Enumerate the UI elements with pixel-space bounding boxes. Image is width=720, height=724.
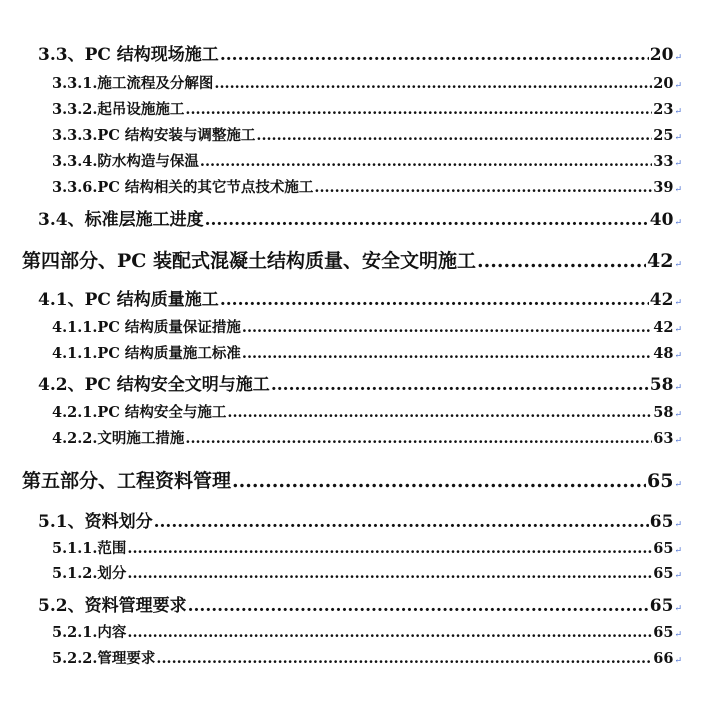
- toc-page-number: 20: [653, 75, 674, 92]
- toc-page-number: 66: [653, 650, 674, 667]
- paragraph-mark-icon: ↵: [674, 546, 682, 556]
- toc-entry[interactable]: [52, 124, 682, 145]
- dot-leader: [242, 345, 652, 362]
- toc-page-number: 65: [649, 596, 674, 616]
- toc-entry[interactable]: [52, 150, 682, 171]
- dot-leader: [200, 153, 652, 170]
- paragraph-mark-icon: ↵: [674, 260, 682, 270]
- toc-entry[interactable]: [22, 466, 682, 493]
- toc-entry[interactable]: [52, 562, 682, 583]
- toc-entry-title: 5.1.2.划分: [52, 565, 127, 582]
- toc-entry-title: 3.4、标准层施工进度: [38, 210, 204, 230]
- paragraph-mark-icon: ↵: [674, 325, 682, 335]
- toc-entry-title: 5.1、资料划分: [38, 512, 153, 532]
- paragraph-mark-icon: ↵: [674, 159, 682, 169]
- toc-entry-title: 4.2.1.PC 结构安全与施工: [52, 404, 227, 421]
- paragraph-mark-icon: ↵: [674, 520, 682, 530]
- toc-entry[interactable]: [38, 40, 682, 65]
- toc-page-number: 39: [653, 179, 674, 196]
- dot-leader: [220, 290, 649, 310]
- dot-leader: [185, 430, 652, 447]
- toc-page-number: 42: [647, 250, 674, 272]
- toc-entry[interactable]: [52, 621, 682, 642]
- dot-leader: [185, 101, 652, 118]
- toc-entry-title: 4.1、PC 结构质量施工: [38, 290, 219, 310]
- toc-entry[interactable]: [52, 342, 682, 363]
- toc-entry[interactable]: [52, 72, 682, 93]
- paragraph-mark-icon: ↵: [674, 53, 682, 63]
- dot-leader: [214, 75, 652, 92]
- paragraph-mark-icon: ↵: [674, 81, 682, 91]
- toc-entry[interactable]: [38, 205, 682, 230]
- dot-leader: [188, 596, 649, 616]
- toc-entry-title: 3.3.2.起吊设施施工: [52, 101, 185, 118]
- toc-page-number: 65: [653, 624, 674, 641]
- toc-entry[interactable]: [38, 507, 682, 532]
- dot-leader: [154, 512, 649, 532]
- toc-page-number: 25: [653, 127, 674, 144]
- toc-entry-title: 第四部分、PC 装配式混凝土结构质量、安全文明施工: [22, 250, 477, 272]
- paragraph-mark-icon: ↵: [674, 351, 682, 361]
- toc-entry[interactable]: [38, 591, 682, 616]
- paragraph-mark-icon: ↵: [674, 383, 682, 393]
- toc-page-number: 58: [653, 404, 674, 421]
- toc-entry[interactable]: [52, 427, 682, 448]
- toc-page-number: 65: [653, 540, 674, 557]
- dot-leader: [232, 470, 646, 492]
- dot-leader: [127, 540, 652, 557]
- toc-entry-title: 5.2.2.管理要求: [52, 650, 156, 667]
- toc-entry[interactable]: [52, 98, 682, 119]
- toc-entry-title: 4.1.1.PC 结构质量保证措施: [52, 319, 241, 336]
- toc-entry[interactable]: [52, 401, 682, 422]
- paragraph-mark-icon: ↵: [674, 630, 682, 640]
- toc-page-number: 33: [653, 153, 674, 170]
- toc-page-number: 65: [649, 512, 674, 532]
- toc-entry[interactable]: [52, 176, 682, 197]
- toc-page-number: 48: [653, 345, 674, 362]
- toc-page-number: 42: [653, 319, 674, 336]
- paragraph-mark-icon: ↵: [674, 107, 682, 117]
- paragraph-mark-icon: ↵: [674, 604, 682, 614]
- dot-leader: [127, 624, 652, 641]
- toc-entry[interactable]: [52, 316, 682, 337]
- toc-entry[interactable]: [22, 246, 682, 273]
- toc-entry[interactable]: [38, 285, 682, 310]
- toc-entry-title: 3.3.4.防水构造与保温: [52, 153, 199, 170]
- dot-leader: [220, 45, 649, 65]
- toc-entry-title: 3.3.6.PC 结构相关的其它节点技术施工: [52, 179, 314, 196]
- paragraph-mark-icon: ↵: [674, 656, 682, 666]
- toc-entry-title: 4.2、PC 结构安全文明与施工: [38, 375, 270, 395]
- paragraph-mark-icon: ↵: [674, 218, 682, 228]
- toc-page-number: 42: [649, 290, 674, 310]
- dot-leader: [242, 319, 652, 336]
- toc-page-number: 65: [647, 470, 674, 492]
- toc-entry-title: 4.1.1.PC 结构质量施工标准: [52, 345, 241, 362]
- dot-leader: [156, 650, 652, 667]
- dot-leader: [127, 565, 652, 582]
- toc-page-number: 65: [653, 565, 674, 582]
- toc-entry[interactable]: [52, 537, 682, 558]
- toc-page-number: 63: [653, 430, 674, 447]
- paragraph-mark-icon: ↵: [674, 480, 682, 490]
- paragraph-mark-icon: ↵: [674, 298, 682, 308]
- paragraph-mark-icon: ↵: [674, 133, 682, 143]
- dot-leader: [314, 179, 652, 196]
- toc-page-number: 58: [649, 375, 674, 395]
- paragraph-mark-icon: ↵: [674, 410, 682, 420]
- toc-entry-title: 5.2.1.内容: [52, 624, 127, 641]
- dot-leader: [477, 250, 646, 272]
- toc-entry-title: 第五部分、工程资料管理: [22, 470, 232, 492]
- toc-entry-title: 4.2.2.文明施工措施: [52, 430, 185, 447]
- paragraph-mark-icon: ↵: [674, 571, 682, 581]
- paragraph-mark-icon: ↵: [674, 185, 682, 195]
- toc-page-number: 20: [649, 45, 674, 65]
- dot-leader: [205, 210, 649, 230]
- toc-entry-title: 5.1.1.范围: [52, 540, 127, 557]
- toc-page-number: 40: [649, 210, 674, 230]
- dot-leader: [256, 127, 652, 144]
- paragraph-mark-icon: ↵: [674, 436, 682, 446]
- toc-entry-title: 5.2、资料管理要求: [38, 596, 187, 616]
- toc-entry-title: 3.3.1.施工流程及分解图: [52, 75, 214, 92]
- toc-entry-title: 3.3.3.PC 结构安装与调整施工: [52, 127, 256, 144]
- toc-entry[interactable]: [52, 647, 682, 668]
- toc-entry[interactable]: [38, 370, 682, 395]
- dot-leader: [271, 375, 649, 395]
- dot-leader: [227, 404, 652, 421]
- toc-page-number: 23: [653, 101, 674, 118]
- toc-entry-title: 3.3、PC 结构现场施工: [38, 45, 219, 65]
